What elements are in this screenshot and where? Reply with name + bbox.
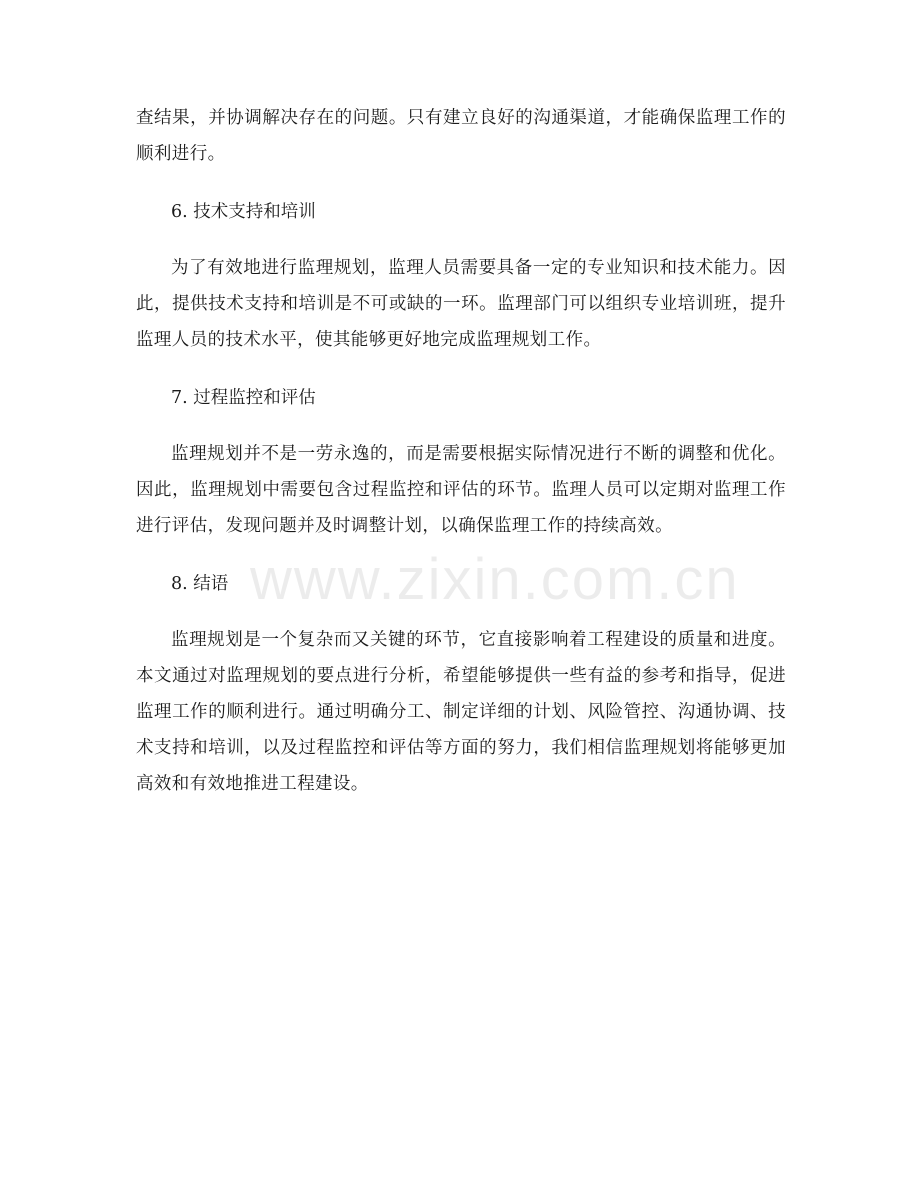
paragraph-communication-end: 查结果，并协调解决存在的问题。只有建立良好的沟通渠道，才能确保监理工作的顺利进行。 bbox=[136, 108, 786, 164]
paragraph-conclusion: 监理规划是一个复杂而又关键的环节，它直接影响着工程建设的质量和进度。本文通过对监理规划的要点进行分析，希望能够提供一些有益的参考和指导，促进监理工作的顺利进行。通过明确分工、制定详细的计划、风险管控、沟通协调、技术支持和培训，以及过程监控和评估等方面的努力，我们相信监理规划将能够更加高效和有效地推进工程建设。 bbox=[136, 630, 786, 794]
paragraph-process-monitoring: 监理规划并不是一劳永逸的，而是需要根据实际情况进行不断的调整和优化。因此，监理规划中需要包含过程监控和评估的环节。监理人员可以定期对监理工作进行评估，发现问题并及时调整计划，以确保监理工作的持续高效。 bbox=[136, 444, 786, 536]
paragraph-technical-support: 为了有效地进行监理规划，监理人员需要具备一定的专业知识和技术能力。因此，提供技术支持和培训是不可或缺的一环。监理部门可以组织专业培训班，提升监理人员的技术水平，使其能够更好地完成监理规划工作。 bbox=[136, 258, 786, 350]
section-heading-technical-support: 6. 技术支持和培训 bbox=[171, 202, 316, 222]
watermark-text: www.zixin.com.cn bbox=[250, 547, 740, 612]
document-page bbox=[136, 100, 786, 802]
section-heading-conclusion: 8. 结语 bbox=[171, 574, 229, 594]
section-heading-process-monitoring: 7. 过程监控和评估 bbox=[171, 388, 316, 408]
